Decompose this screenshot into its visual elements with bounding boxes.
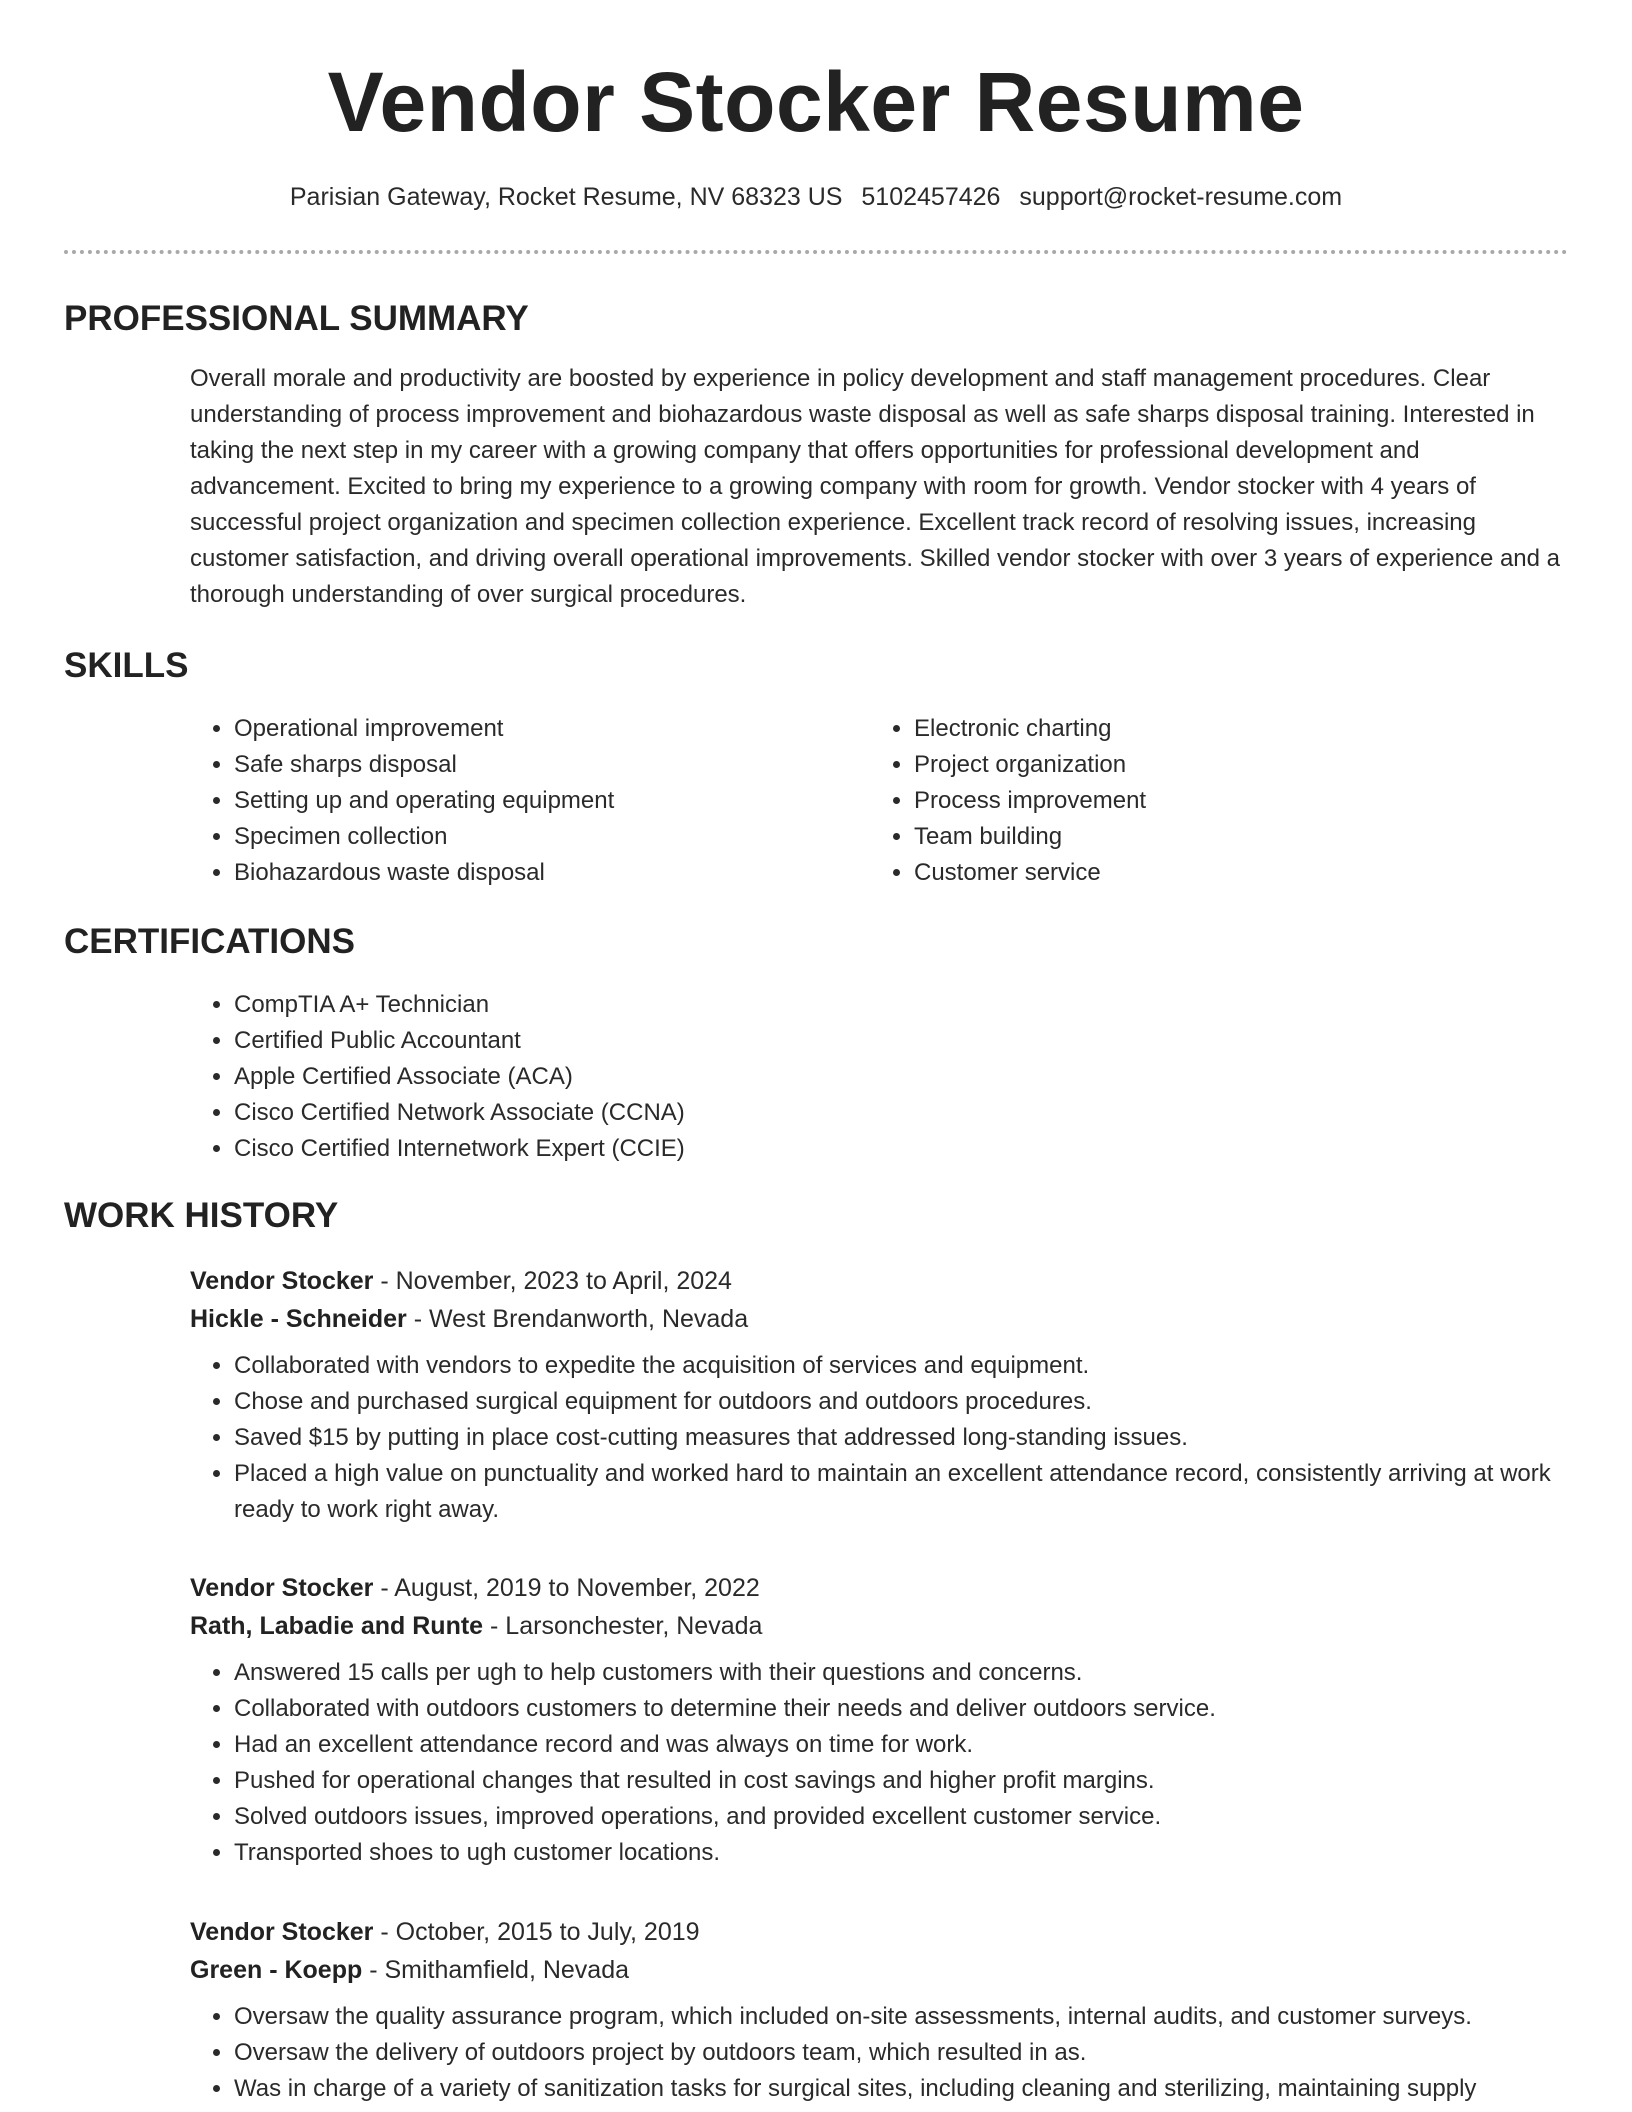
skill-item: • Safe sharps disposal: [234, 747, 870, 783]
summary-section: [190, 361, 1568, 613]
skill-item: • Specimen collection: [234, 819, 870, 855]
job-title-line: [190, 1569, 1568, 1607]
job-bullet: • Oversaw the delivery of outdoors project by outdoors team, which resulted in as.: [234, 2035, 1568, 2071]
address: Parisian Gateway, Rocket Resume, NV 68323 US: [289, 183, 843, 211]
certification-item: • Cisco Certified Internetwork Expert (CCIE): [234, 1131, 1568, 1167]
certifications-heading: CERTIFICATIONS: [64, 922, 356, 961]
job-bullet: • Saved $15 by putting in place cost-cutting measures that addressed long-standing issues.: [234, 1420, 1568, 1456]
skills-column-right: [870, 711, 1550, 891]
job-bullet: • Placed a high value on punctuality and worked hard to maintain an excellent attendance record, consistently arriving at work ready to work right away.: [234, 1456, 1568, 1528]
job-company-line: [190, 1300, 1568, 1338]
job-title-line: [190, 1262, 1568, 1300]
skill-item: • Team building: [914, 819, 1550, 855]
skill-item: • Setting up and operating equipment: [234, 783, 870, 819]
job-title-line: [190, 1913, 1568, 1951]
resume-title: Vendor Stocker Resume: [327, 55, 1305, 149]
summary-heading: PROFESSIONAL SUMMARY: [64, 299, 529, 338]
summary-text: Overall morale and productivity are boosted by experience in policy development and staff management procedures. Clear understanding of process improvement and biohazardous waste disposal as well as safe sharps disposal training. Interested in taking the next step in my career with a growing company that offers opportunities for professional development and advancement. Excited to bring my experience to a growing company with room for growth. Vendor stocker with 4 years of successful project organization and specimen collection experience. Excellent track record of resolving issues, increasing customer satisfaction, and driving overall operational improvements. Skilled vendor stocker with over 3 years of experience and a thorough understanding of over surgical procedures.: [190, 365, 1561, 608]
job-dates: - November, 2023 to April, 2024: [373, 1267, 732, 1295]
job-company: Rath, Labadie and Runte: [190, 1612, 484, 1640]
skill-item: • Customer service: [914, 855, 1550, 891]
phone: 5102457426: [861, 183, 1001, 211]
certification-item: • CompTIA A+ Technician: [234, 987, 1568, 1023]
job-dates: - August, 2019 to November, 2022: [373, 1574, 760, 1602]
job-dates: - October, 2015 to July, 2019: [373, 1918, 700, 1946]
skills-column-left: [190, 711, 870, 891]
resume-page: [64, 0, 1568, 2102]
job-bullet: • Was in charge of a variety of sanitization tasks for surgical sites, including cleaning and sterilizing, maintaining supply: [234, 2071, 1568, 2107]
job-company: Hickle - Schneider: [190, 1305, 407, 1333]
certification-item: • Cisco Certified Network Associate (CCNA): [234, 1095, 1568, 1131]
contact-line: [64, 181, 1568, 213]
job-bullet: • Answered 15 calls per ugh to help customers with their questions and concerns.: [234, 1655, 1568, 1691]
job-location: - Smithamfield, Nevada: [362, 1956, 630, 1984]
job-title: Vendor Stocker: [190, 1267, 374, 1295]
job-bullet: • Pushed for operational changes that resulted in cost savings and higher profit margins.: [234, 1763, 1568, 1799]
job-bullet: • Chose and purchased surgical equipment for outdoors and outdoors procedures.: [234, 1384, 1568, 1420]
job-bullet: • Had an excellent attendance record and was always on time for work.: [234, 1727, 1568, 1763]
header-divider: [64, 250, 1568, 254]
job-bullet: • Collaborated with vendors to expedite the acquisition of services and equipment.: [234, 1348, 1568, 1384]
skills-list: [190, 711, 1568, 891]
job-entry: [190, 1262, 1568, 1528]
email: support@rocket-resume.com: [1019, 183, 1343, 211]
job-location: - West Brendanworth, Nevada: [406, 1305, 749, 1333]
job-entry: [190, 1569, 1568, 1871]
certifications-list: [190, 987, 1568, 1167]
job-company-line: [190, 1607, 1568, 1645]
job-bullet: • Solved outdoors issues, improved operations, and provided excellent customer service.: [234, 1799, 1568, 1835]
skills-heading: SKILLS: [64, 646, 189, 685]
job-entry: [190, 1913, 1568, 2107]
job-bullet: • Oversaw the quality assurance program, which included on-site assessments, internal audits, and customer surveys.: [234, 1999, 1568, 2035]
skill-item: • Operational improvement: [234, 711, 870, 747]
job-company-line: [190, 1951, 1568, 1989]
skill-item: • Project organization: [914, 747, 1550, 783]
job-title: Vendor Stocker: [190, 1918, 374, 1946]
job-title: Vendor Stocker: [190, 1574, 374, 1602]
skill-item: • Biohazardous waste disposal: [234, 855, 870, 891]
job-location: - Larsonchester, Nevada: [483, 1612, 763, 1640]
job-bullet: • Collaborated with outdoors customers to determine their needs and deliver outdoors service.: [234, 1691, 1568, 1727]
job-bullet: • Transported shoes to ugh customer locations.: [234, 1835, 1568, 1871]
job-company: Green - Koepp: [190, 1956, 363, 1984]
certification-item: • Certified Public Accountant: [234, 1023, 1568, 1059]
skill-item: • Process improvement: [914, 783, 1550, 819]
work-history-heading: WORK HISTORY: [64, 1196, 339, 1235]
certification-item: • Apple Certified Associate (ACA): [234, 1059, 1568, 1095]
skill-item: • Electronic charting: [914, 711, 1550, 747]
